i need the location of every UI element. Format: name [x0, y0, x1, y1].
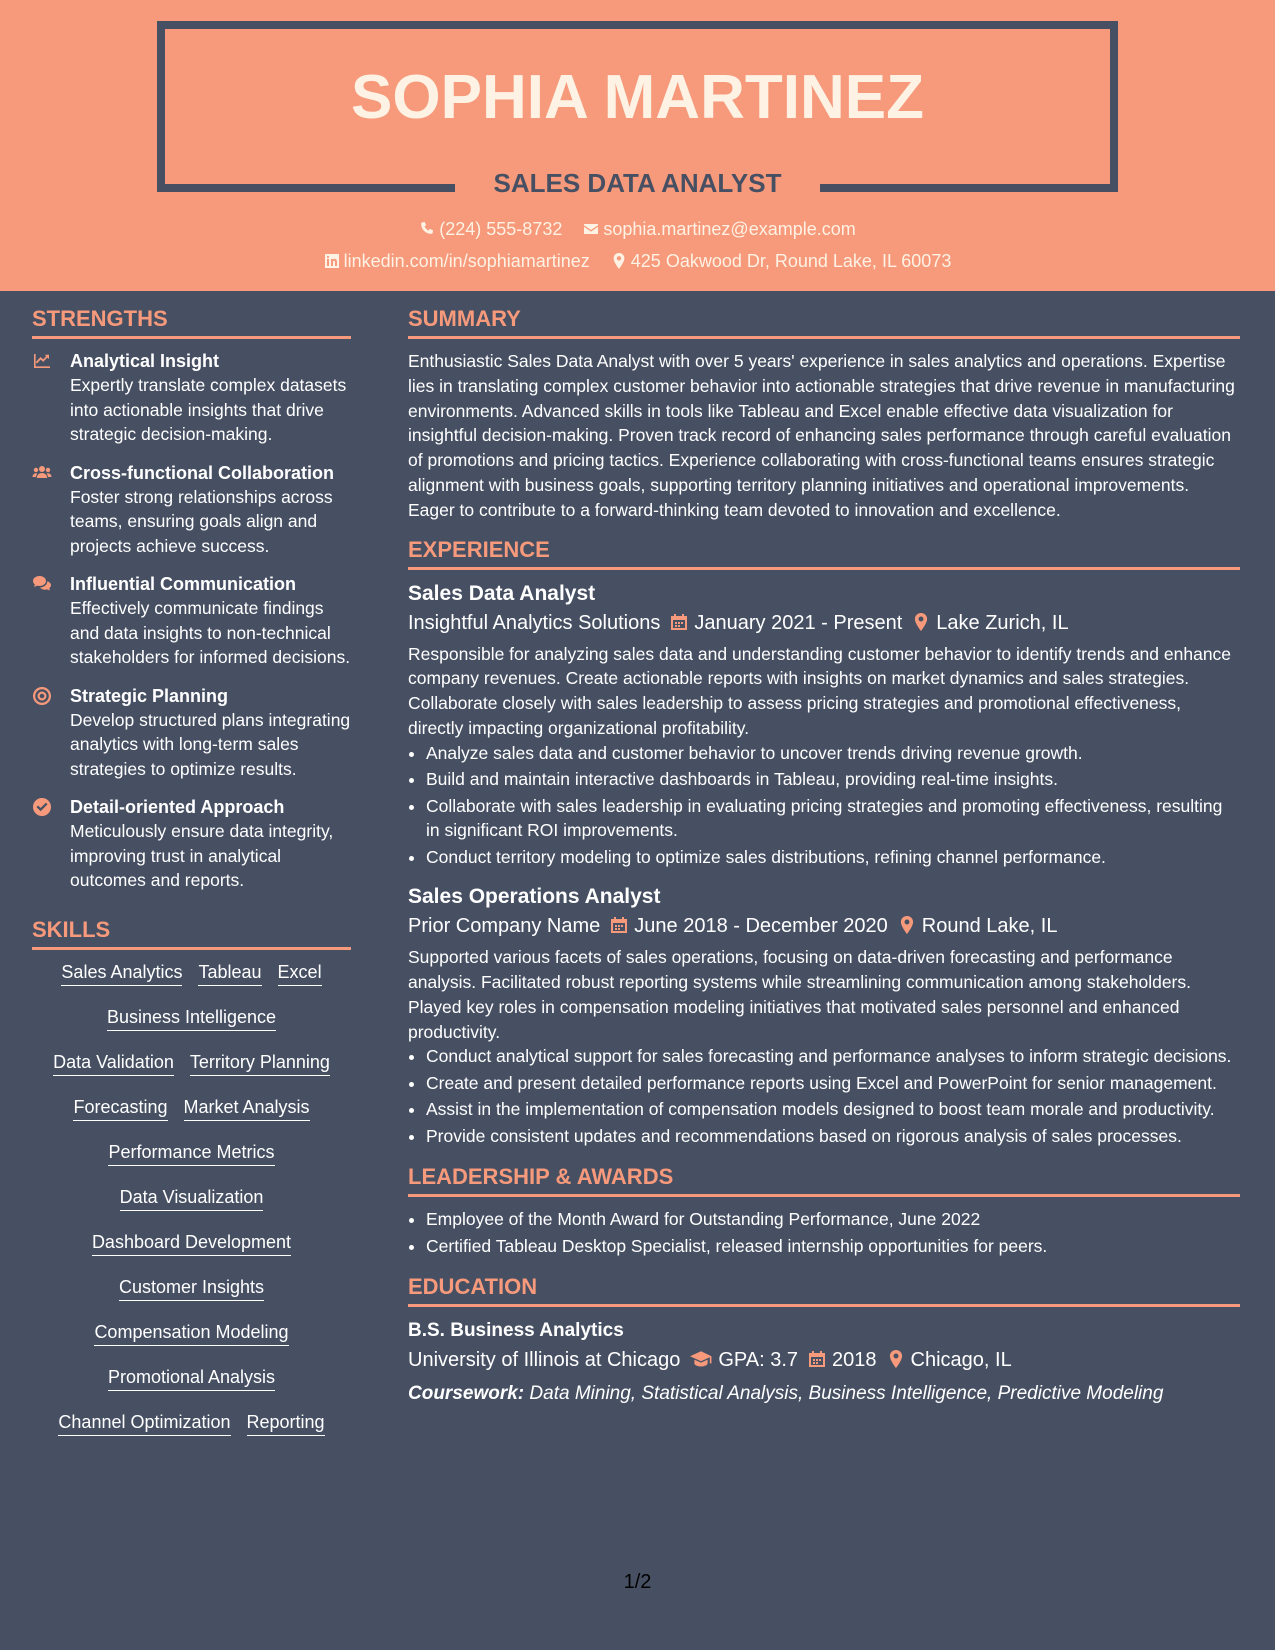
- strength-item: [32, 349, 351, 447]
- skill-tag: Dashboard Development: [92, 1230, 291, 1256]
- phone-contact[interactable]: (224) 555-8732: [419, 219, 562, 240]
- coursework-list: Data Mining, Statistical Analysis, Business Intelligence, Predictive Modeling: [529, 1383, 1164, 1405]
- job-meta: [408, 911, 1240, 941]
- job-description: Responsible for analyzing sales data and understanding customer behavior to identify trends and enhance company revenues. Create actionable reports with insights on market dynamics and sales strategies. Collaborate closely with sales leadership to assess pricing strategies and promotional effectiveness, directly impacting organizational profitability.: [408, 643, 1232, 738]
- strength-item: [32, 684, 351, 782]
- skill-tag: Sales Analytics: [61, 960, 182, 986]
- job-bullets: [426, 1044, 1240, 1148]
- check-circle-icon: [32, 797, 52, 817]
- strength-description: Foster strong relationships across teams, ensuring goals align and projects achieve success.: [70, 486, 333, 556]
- map-marker-icon: [887, 1350, 905, 1368]
- address-contact: 425 Oakwood Dr, Round Lake, IL 60073: [611, 251, 952, 272]
- skill-tag: Excel: [278, 960, 322, 986]
- strength-description: Expertly translate complex datasets into actionable insights that drive strategic decision-making.: [70, 375, 347, 444]
- school-location: Chicago, IL: [910, 1349, 1012, 1372]
- skill-tag: Compensation Modeling: [94, 1320, 288, 1346]
- job-role: Sales Operations Analyst: [408, 885, 661, 909]
- skills-heading: SKILLS: [32, 917, 351, 950]
- leadership-list: [426, 1207, 1240, 1258]
- job-bullet: • Analyze sales data and customer behavior to uncover trends driving revenue growth.: [426, 741, 1240, 766]
- envelope-icon: [583, 221, 599, 237]
- award-item: • Certified Tableau Desktop Specialist, released internship opportunities for peers.: [426, 1234, 1240, 1259]
- skill-tag: Territory Planning: [190, 1050, 330, 1076]
- calendar-icon: [808, 1350, 826, 1368]
- experience-heading: EXPERIENCE: [408, 537, 1240, 570]
- page-number: 1/2: [623, 1571, 652, 1593]
- summary-text: Enthusiastic Sales Data Analyst with over 5 years' experience in sales analytics and operations. Expertise lies in translating complex customer behavior into actionable strategies that drive revenue in manufacturing environments. Advanced skills in tools like Tableau and Excel enable effective data visualization for insightful decision-making. Proven track record of enhancing sales performance through careful evaluation of promotions and pricing tactics. Experience collaborating with cross-functional teams ensures strategic alignment with business goals, supporting territory planning initiatives and operational improvements. Eager to contribute to a forward-thinking team devoted to innovation and excellence.: [408, 351, 1235, 520]
- skill-tag: Data Visualization: [120, 1185, 264, 1211]
- calendar-icon: [610, 916, 628, 934]
- linkedin-contact[interactable]: linkedin.com/in/sophiamartinez: [324, 251, 590, 272]
- strength-title: Strategic Planning: [70, 685, 229, 706]
- contact-row-2: [0, 251, 1275, 272]
- strength-title: Influential Communication: [70, 574, 297, 594]
- strengths-heading: STRENGTHS: [32, 306, 351, 339]
- leadership-heading: LEADERSHIP & AWARDS: [408, 1164, 1240, 1197]
- skill-tag: Customer Insights: [119, 1275, 264, 1301]
- skill-tag: Performance Metrics: [108, 1140, 274, 1166]
- chart-line-icon: [32, 351, 52, 371]
- job-bullet: • Conduct territory modeling to optimize sales distributions, refining channel performance.: [426, 845, 1240, 870]
- job-entry: [408, 883, 1240, 1148]
- job-description: Supported various facets of sales operations, focusing on data-driven forecasting and performance analysis. Facilitated robust reporting systems while streamlining communication among stakeholders. Played key roles in compensation modeling initiatives that motivated sales personnel and enhanced productivity.: [408, 947, 1191, 1042]
- map-marker-icon: [611, 253, 627, 269]
- email-contact[interactable]: sophia.martinez@example.com: [583, 219, 855, 240]
- coursework: [408, 1379, 1240, 1409]
- skill-tag: Promotional Analysis: [108, 1365, 275, 1391]
- strength-title: Cross-functional Collaboration: [70, 462, 335, 483]
- left-column: [32, 306, 351, 1455]
- resume-header: [0, 0, 1275, 291]
- skill-tag: Forecasting: [73, 1095, 167, 1121]
- gpa: GPA: 3.7: [718, 1349, 799, 1372]
- users-icon: [32, 463, 52, 483]
- job-dates: January 2021 - Present: [694, 611, 903, 634]
- job-bullet: • Assist in the implementation of compensation models designed to boost team morale and productivity.: [426, 1097, 1240, 1122]
- graduation-cap-icon: [690, 1350, 712, 1368]
- education-heading: EDUCATION: [408, 1274, 1240, 1307]
- strength-item: [32, 572, 351, 670]
- strength-description: Effectively communicate findings and data insights to non-technical stakeholders for informed decisions.: [70, 598, 351, 667]
- strength-description: Develop structured plans integrating analytics with long-term sales strategies to optimize results.: [70, 709, 351, 779]
- skill-tag: Tableau: [198, 960, 261, 986]
- phone-icon: [419, 221, 435, 237]
- job-company: Insightful Analytics Solutions: [408, 611, 661, 634]
- comments-icon: [32, 574, 52, 594]
- award-item: • Employee of the Month Award for Outstanding Performance, June 2022: [426, 1207, 1240, 1232]
- job-bullet: • Build and maintain interactive dashboards in Tableau, providing real-time insights.: [426, 767, 1240, 792]
- job-meta: [408, 608, 1240, 638]
- map-marker-icon: [912, 613, 930, 631]
- job-location: Round Lake, IL: [921, 915, 1058, 938]
- job-dates: June 2018 - December 2020: [634, 915, 888, 938]
- calendar-icon: [670, 613, 688, 631]
- skill-tag: Channel Optimization: [58, 1410, 230, 1436]
- job-title-heading: SALES DATA ANALYST: [493, 168, 782, 198]
- skill-tag: Reporting: [247, 1410, 325, 1436]
- job-role: Sales Data Analyst: [408, 581, 596, 605]
- strength-title: Detail-oriented Approach: [70, 797, 285, 817]
- coursework-label: Coursework:: [408, 1383, 525, 1405]
- candidate-name: SOPHIA MARTINEZ: [351, 63, 924, 132]
- job-location: Lake Zurich, IL: [936, 611, 1069, 634]
- job-bullet: • Conduct analytical support for sales forecasting and performance analyses to inform strategic decisions.: [426, 1044, 1240, 1069]
- skill-tag: Business Intelligence: [107, 1005, 276, 1031]
- strength-item: [32, 461, 351, 559]
- school-name: University of Illinois at Chicago: [408, 1349, 681, 1372]
- graduation-year: 2018: [832, 1349, 877, 1372]
- skill-tag: Data Validation: [53, 1050, 174, 1076]
- education-meta: [408, 1345, 1240, 1375]
- right-column: [408, 306, 1240, 1409]
- summary-heading: SUMMARY: [408, 306, 1240, 339]
- strength-item: [32, 795, 351, 893]
- skill-tag: Market Analysis: [184, 1095, 310, 1121]
- job-bullet: • Collaborate with sales leadership in evaluating pricing strategies and promoting effectiveness, resulting in significant ROI improvements.: [426, 794, 1240, 843]
- linkedin-icon: [324, 253, 340, 269]
- contact-row-1: [0, 219, 1275, 240]
- map-marker-icon: [898, 916, 916, 934]
- target-icon: [32, 686, 52, 706]
- job-entry: [408, 580, 1240, 870]
- strength-title: Analytical Insight: [70, 351, 220, 371]
- strength-description: Meticulously ensure data integrity, improving trust in analytical outcomes and reports.: [70, 821, 334, 890]
- degree: B.S. Business Analytics: [408, 1320, 624, 1342]
- job-bullets: [426, 741, 1240, 870]
- job-bullet: • Provide consistent updates and recommendations based on rigorous analysis of sales processes.: [426, 1124, 1240, 1149]
- job-company: Prior Company Name: [408, 915, 601, 938]
- job-bullet: • Create and present detailed performance reports using Excel and PowerPoint for senior management.: [426, 1071, 1240, 1096]
- skills-list: [32, 960, 351, 1436]
